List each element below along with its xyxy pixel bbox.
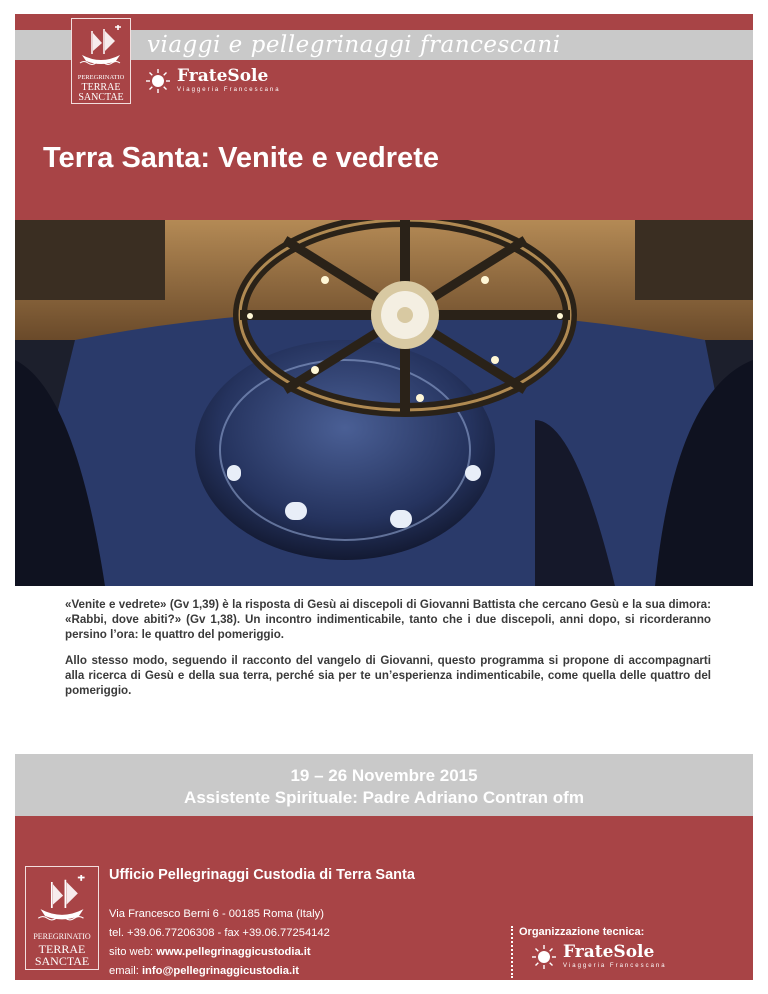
ship-icon (78, 25, 124, 67)
footer (15, 816, 753, 980)
email-label: email: (109, 965, 142, 977)
page-title: Terra Santa: Venite e vedrete (43, 142, 439, 174)
dome-photo (15, 220, 753, 586)
logo-line2: TERRAE (81, 82, 121, 93)
logo-line1: PEREGRINATIO (77, 74, 125, 81)
email-link[interactable]: info@pellegrinaggicustodia.it (141, 965, 299, 977)
date-band (15, 754, 753, 816)
address: Via Francesco Berni 6 - 00185 Roma (Italy) (109, 908, 324, 920)
description (65, 598, 711, 711)
technical-organization (511, 926, 713, 978)
footer-fratesole-sub: Viaggeria Francescana (563, 963, 667, 969)
footer-logo-line3: SANCTAE (34, 954, 90, 968)
footer-fratesole-name: FrateSole (563, 942, 655, 962)
description-paragraph-2: Allo stesso modo, seguendo il racconto del vangelo di Giovanni, questo programma si propone di accompagnarti alla ricerca di Gesù e della sua terra, perché sia per te un’esperienza indimenticabile, come quella delle quattro del pomeriggio. (65, 654, 711, 697)
dome-photo-illustration (15, 220, 753, 586)
website-link[interactable]: www.pellegrinaggicustodia.it (156, 946, 311, 958)
website-row (109, 943, 330, 962)
contact-info (109, 905, 330, 981)
org-label: Organizzazione tecnica: (519, 926, 645, 938)
sun-icon (145, 68, 171, 94)
tagline: viaggi e pellegrinaggi francescani (147, 32, 561, 58)
website-label: sito web: (109, 946, 157, 958)
email-row (109, 962, 330, 981)
fratesole-name: FrateSole (177, 66, 269, 86)
logo-line3: SANCTAE (78, 92, 124, 103)
footer-peregrinatio-logo (25, 866, 99, 970)
brochure-page (15, 14, 753, 980)
spiritual-assistant: Assistente Spirituale: Padre Adriano Contran ofm (184, 788, 584, 807)
phone-fax: tel. +39.06.77206308 - fax +39.06.77254142 (109, 927, 330, 939)
office-title: Ufficio Pellegrinaggi Custodia di Terra Santa (109, 867, 415, 883)
footer-logo-line2: TERRAE (38, 942, 86, 956)
ship-icon (36, 875, 88, 923)
peregrinatio-logo (71, 18, 131, 104)
footer-logo-line1: PEREGRINATIO (33, 932, 91, 941)
header (15, 14, 753, 220)
description-paragraph-1: «Venite e vedrete» (Gv 1,39) è la risposta di Gesù ai discepoli di Giovanni Battista che cercano Gesù e la sua dimora: «Rabbi, dove abiti?» (Gv 1,38). Un incontro indimenticabile, tanto che i due discepoli, anni dopo, si ricorderanno persino l’ora: le quattro del pomeriggio. (65, 598, 711, 641)
trip-dates: 19 – 26 Novembre 2015 (290, 766, 478, 785)
sun-icon (531, 944, 557, 970)
fratesole-sub: Viaggeria Francescana (177, 87, 281, 93)
